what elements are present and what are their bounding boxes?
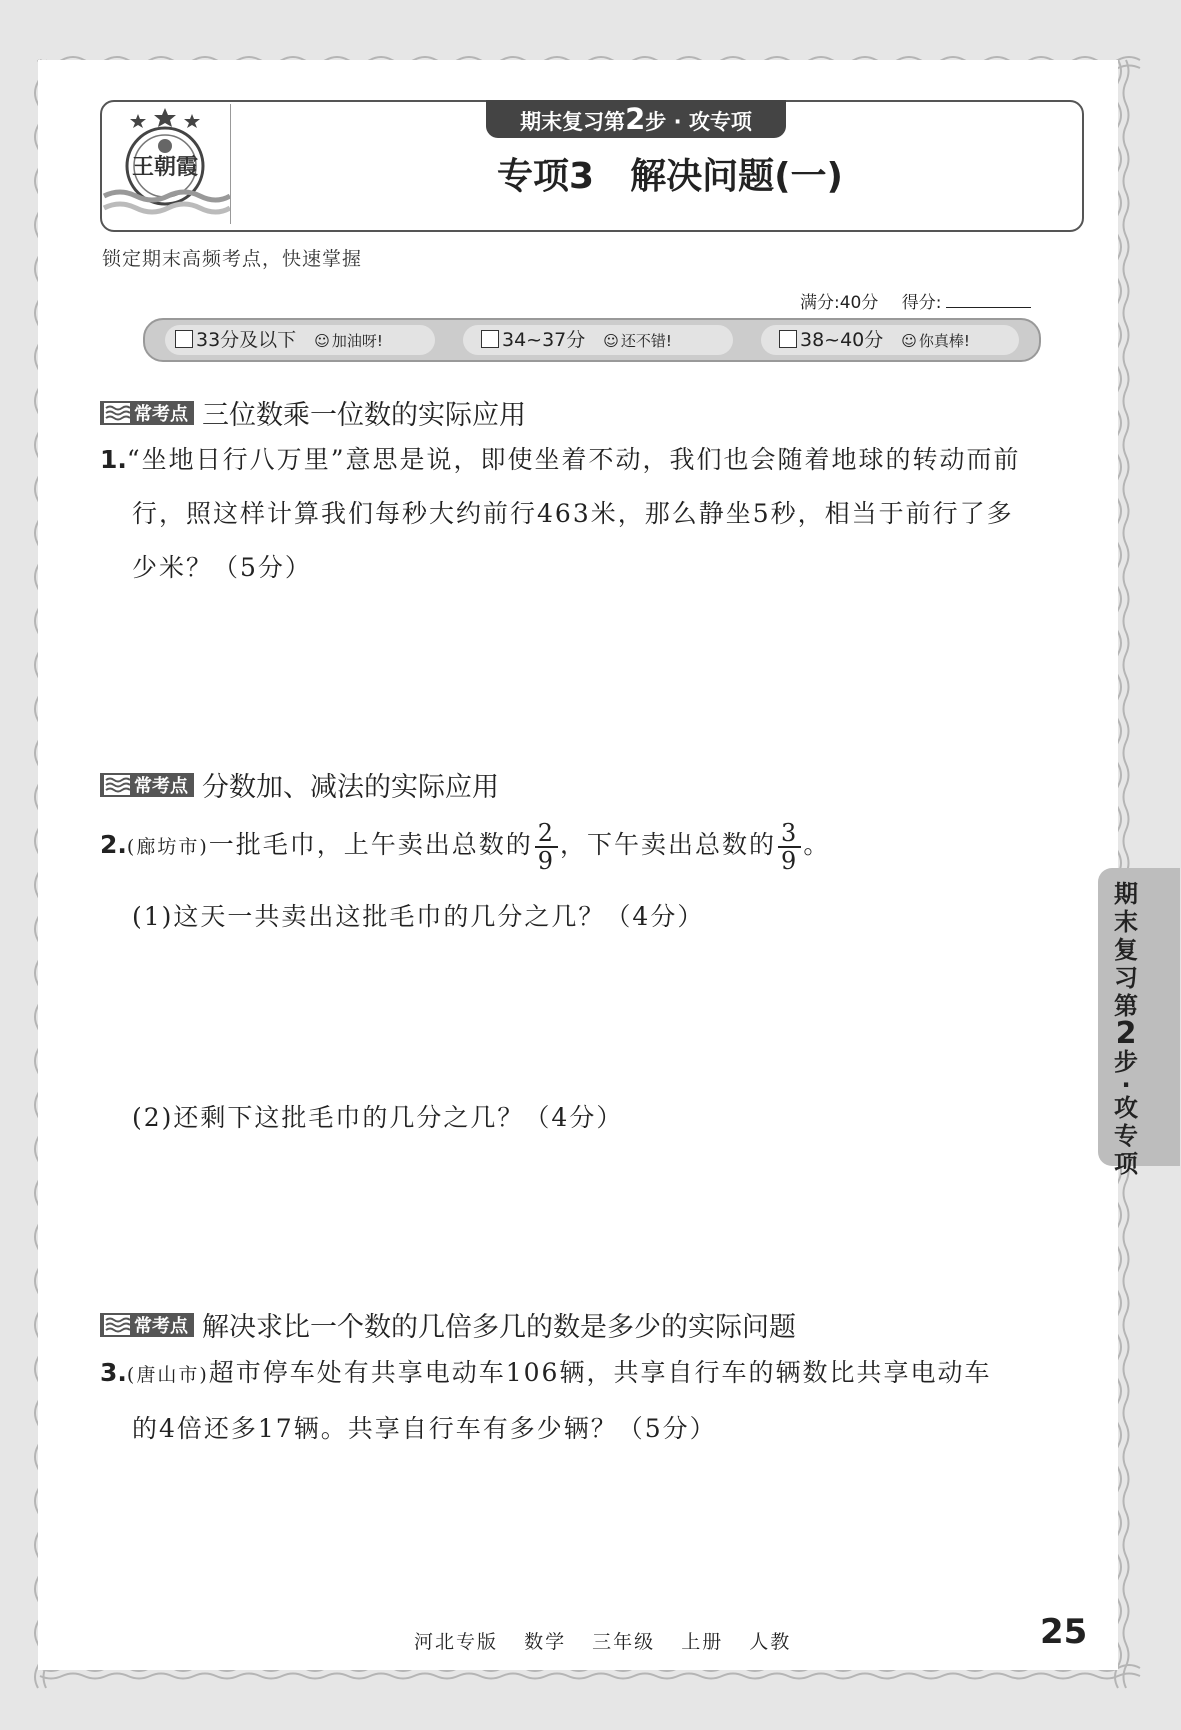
side-tab-char: 期 <box>1114 880 1138 908</box>
question-text: 的4倍还多17辆。共享自行车有多少辆？（5分） <box>132 1414 717 1443</box>
section-title: 解决求比一个数的几倍多几的数是多少的实际问题 <box>202 1312 796 1343</box>
side-tab-char: 习 <box>1114 964 1138 992</box>
section-header <box>100 1305 796 1344</box>
side-tab-char: 步 <box>1114 1048 1138 1076</box>
section-title: 三位数乘一位数的实际应用 <box>202 400 526 431</box>
section-header <box>100 393 526 432</box>
step-prefix: 期末复习第 <box>520 110 626 134</box>
question-text: 行，照这样计算我们每秒大约前行463米，那么静坐5秒，相当于前行了多 <box>132 499 1014 528</box>
section-tag-label: 常考点 <box>134 1315 188 1337</box>
question-number: 1. <box>100 445 127 474</box>
footer <box>414 1627 809 1654</box>
full-score-label: 满分:40分 <box>800 293 879 313</box>
section-tag <box>100 1313 194 1337</box>
fraction-denominator: 9 <box>537 846 556 875</box>
rating-checkbox[interactable] <box>481 330 499 348</box>
score-line <box>800 288 1031 313</box>
rating-range: 34~37分 <box>502 329 586 351</box>
side-tab-char: 末 <box>1114 908 1138 936</box>
brand-logo <box>100 104 230 224</box>
step-suffix: 步 · 攻专项 <box>645 110 752 134</box>
fraction <box>778 820 801 874</box>
smiley-icon: ☺ <box>314 332 330 350</box>
step-tab <box>486 100 786 138</box>
question-source: (廊坊市) <box>126 836 209 858</box>
section-header <box>100 765 499 804</box>
question-3 <box>100 1346 991 1456</box>
rating-note: 还不错! <box>620 332 672 350</box>
footer-item: 上册 <box>681 1631 724 1653</box>
footer-item: 人教 <box>749 1631 792 1653</box>
section-tag <box>100 401 194 425</box>
section-tag-label: 常考点 <box>134 775 188 797</box>
border-wave <box>40 1674 1140 1679</box>
page-number: 25 <box>1040 1612 1088 1652</box>
waves-icon <box>104 403 130 423</box>
waves-icon <box>104 775 130 795</box>
question-text: ，下午卖出总数的 <box>560 830 777 859</box>
side-tab-char: 攻 <box>1114 1094 1138 1122</box>
smiley-icon: ☺ <box>603 332 619 350</box>
fraction-denominator: 9 <box>781 846 799 875</box>
question-text: 一批毛巾，上午卖出总数的 <box>208 830 533 859</box>
section-tag <box>100 773 194 797</box>
rating-item <box>481 320 672 360</box>
rating-checkbox[interactable] <box>779 330 797 348</box>
footer-item: 河北专版 <box>414 1631 499 1653</box>
question-2 <box>100 818 830 874</box>
rating-range: 33分及以下 <box>196 329 297 351</box>
subquestion-2: (2)还剩下这批毛巾的几分之几？（4分） <box>132 1103 624 1132</box>
question-text: 。 <box>803 830 831 859</box>
rating-note: 加油呀! <box>331 332 383 350</box>
side-tab-text <box>1110 880 1142 1178</box>
question-text: 超市停车处有共享电动车106辆，共享自行车的辆数比共享电动车 <box>208 1358 992 1387</box>
rating-note: 你真棒! <box>918 332 970 350</box>
question-source: (唐山市) <box>126 1364 209 1386</box>
waves-icon <box>104 1315 130 1335</box>
score-blank <box>946 307 1031 308</box>
section-title: 分数加、减法的实际应用 <box>202 772 499 803</box>
rating-checkbox[interactable] <box>175 330 193 348</box>
side-tab-char: · <box>1121 1071 1131 1099</box>
subtitle: 锁定期末高频考点，快速掌握 <box>102 248 363 270</box>
section-tag-label: 常考点 <box>134 403 188 425</box>
question-number: 3. <box>100 1358 127 1387</box>
rating-bar <box>143 318 1041 362</box>
step-number: 2 <box>625 102 646 136</box>
logo-divider <box>230 104 231 224</box>
rating-item <box>175 320 383 360</box>
score-label: 得分: <box>901 293 942 313</box>
rating-item <box>779 320 970 360</box>
subquestion-1: (1)这天一共卖出这批毛巾的几分之几？（4分） <box>132 902 705 931</box>
footer-item: 三年级 <box>592 1631 656 1653</box>
fraction-numerator: 2 <box>535 820 558 848</box>
footer-item: 数学 <box>524 1631 567 1653</box>
question-text: “坐地日行八万里”意思是说，即使坐着不动，我们也会随着地球的转动而前 <box>126 445 1021 474</box>
rating-range: 38~40分 <box>800 329 884 351</box>
question-number: 2. <box>100 830 127 859</box>
side-tab-char: 第 <box>1114 992 1138 1020</box>
fraction-numerator: 3 <box>778 820 801 848</box>
smiley-icon: ☺ <box>901 332 917 350</box>
side-tab-char: 项 <box>1114 1150 1138 1178</box>
side-tab-char: 2 <box>1115 1016 1137 1051</box>
page-title: 专项3 解决问题(一) <box>497 156 843 197</box>
side-tab-char: 专 <box>1114 1122 1138 1150</box>
fraction <box>535 820 558 874</box>
logo-text: 王朝霞 <box>131 154 199 180</box>
side-tab-char: 复 <box>1114 936 1138 964</box>
question-text: 少米？（5分） <box>132 553 312 582</box>
question-1 <box>100 433 1020 595</box>
